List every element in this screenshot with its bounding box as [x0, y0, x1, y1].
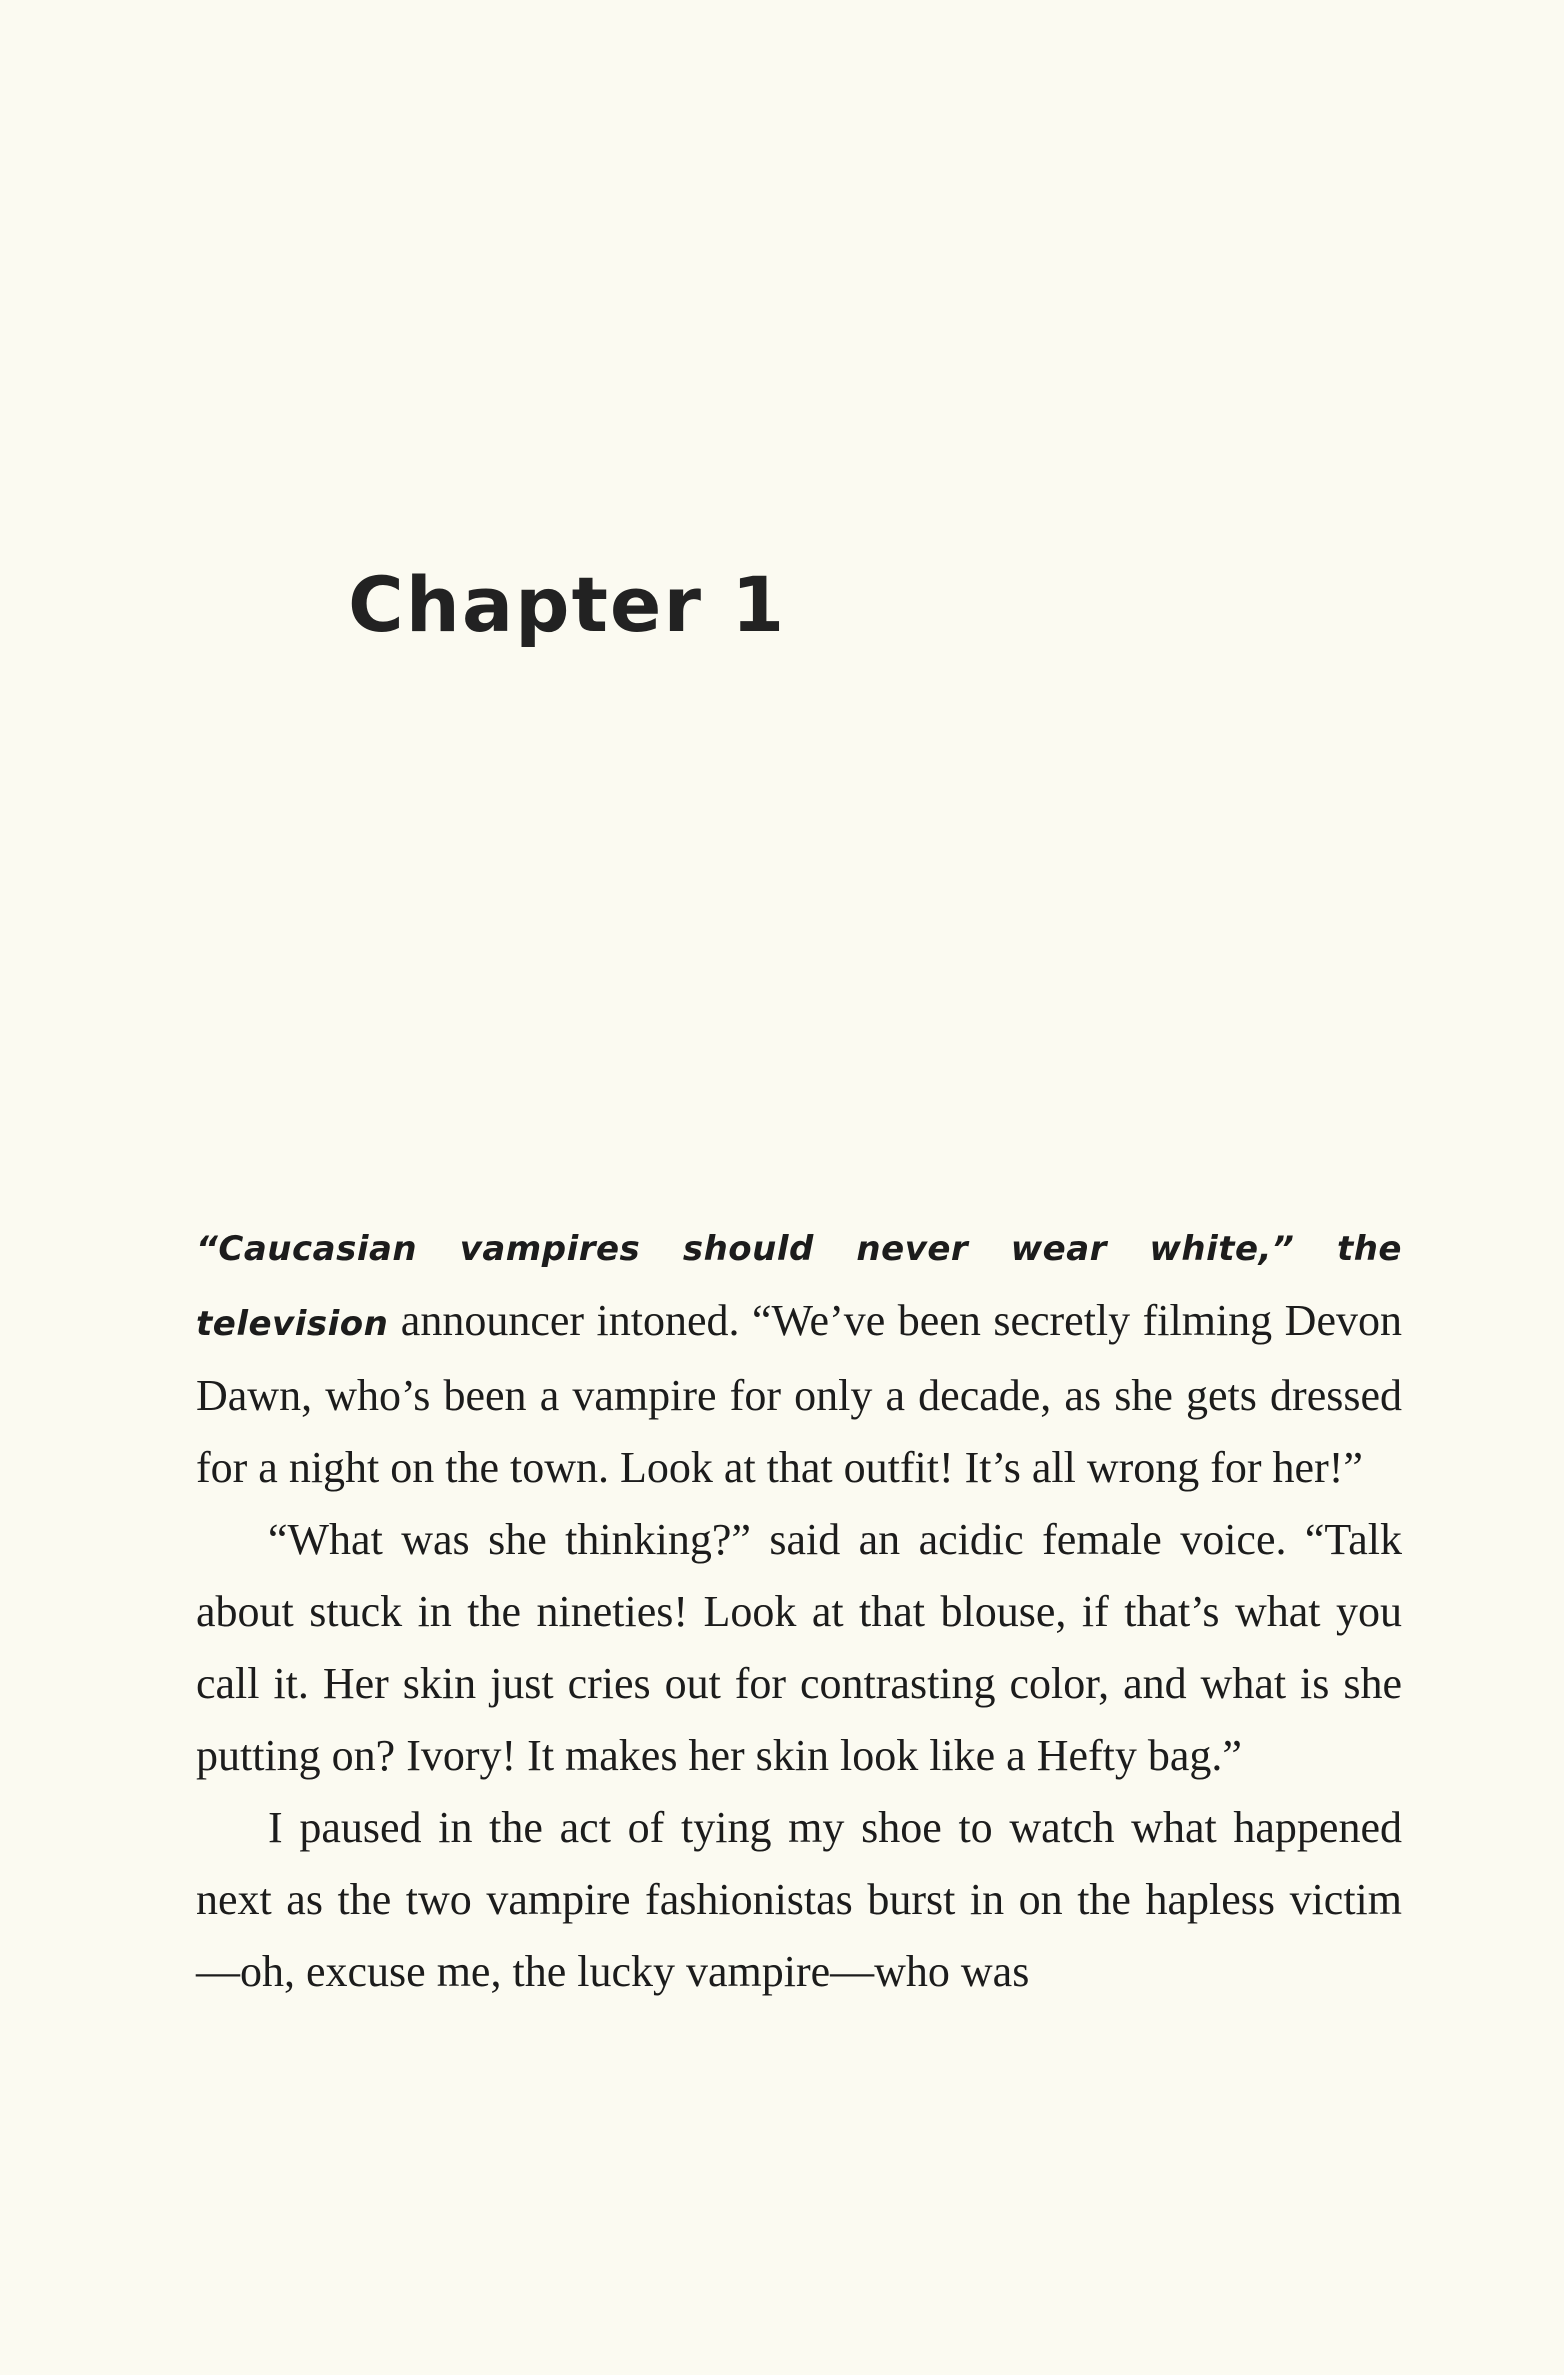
paragraph-1-text: announcer intoned. “We’ve been secretly filming Devon Dawn, who’s been a vampire for only a decade, as she gets dressed for a night on the town. Look at that outfit! It’s all wrong for her!”	[196, 1296, 1402, 1492]
paragraph-3: I paused in the act of tying my shoe to watch what happened next as the two vampire fashionistas burst in on the hapless victim—oh, excuse me, the lucky vampire—who was	[196, 1803, 1402, 1996]
paragraph-1	[196, 1210, 1402, 1504]
body-text	[196, 1210, 1402, 2008]
paragraph-lead-in: “Caucasian vampires should never wear white,” the television	[196, 1229, 1402, 1344]
chapter-heading: Chapter 1	[348, 560, 787, 649]
paragraph-2: “What was she thinking?” said an acidic female voice. “Talk about stuck in the nineties! Look at that blouse, if that’s what you call it. Her skin just cries out for contrasting color, and what is she putting on? Ivory! It makes her skin look like a Hefty bag.”	[196, 1515, 1402, 1780]
